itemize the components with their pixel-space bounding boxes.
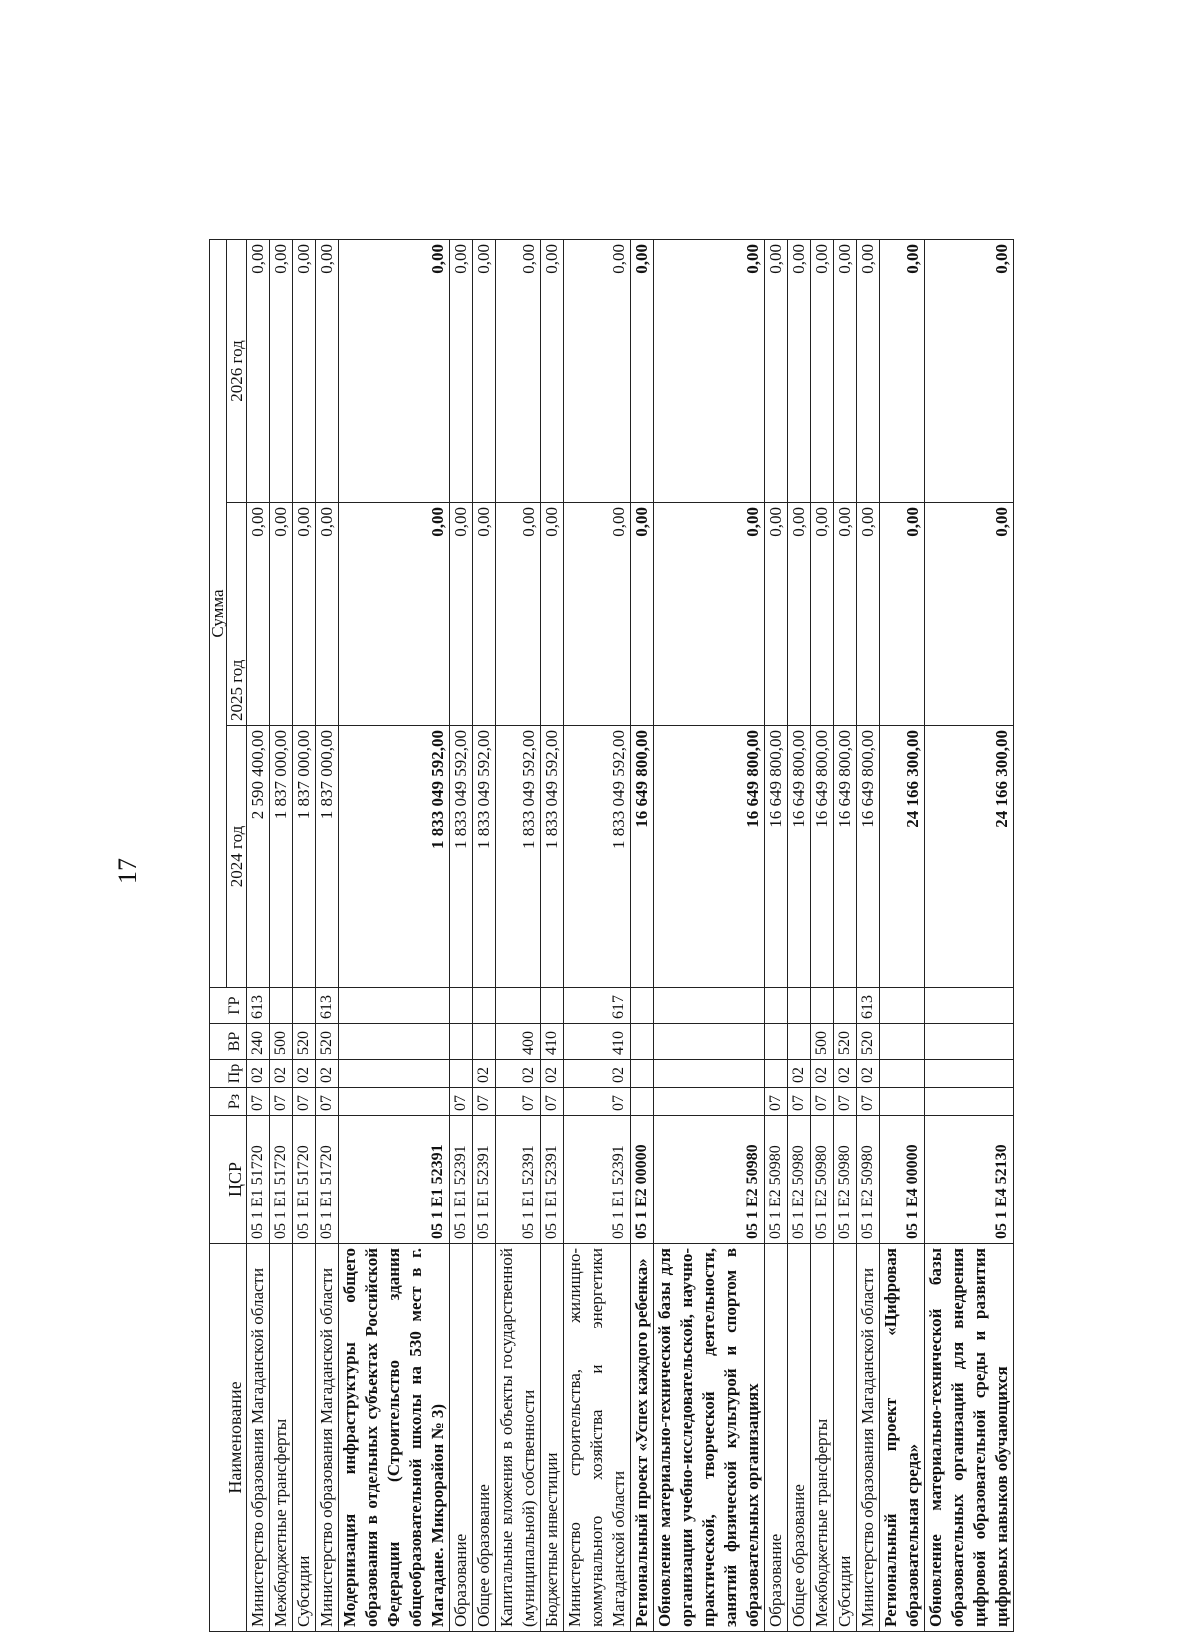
cell-rz: 07 [496, 1088, 541, 1116]
cell-rz: 07 [293, 1088, 316, 1116]
cell-vr [654, 1024, 765, 1060]
cell-y2025: 0,00 [496, 503, 541, 726]
cell-gr [339, 988, 450, 1024]
cell-pr: 02 [473, 1060, 496, 1088]
cell-name: Обновление материально-технической базы для организации учебно-исследовательской, научно-практической, творческой деятельности, занятий физической культурой и спортом в образовательных организациях [654, 1244, 765, 1632]
cell-vr [880, 1024, 925, 1060]
header-sum: Сумма [210, 240, 227, 988]
cell-y2026: 0,00 [834, 240, 857, 503]
table-row [834, 240, 857, 1632]
cell-pr [654, 1060, 765, 1088]
cell-pr: 02 [541, 1060, 564, 1088]
cell-vr: 520 [834, 1024, 857, 1060]
cell-y2026: 0,00 [631, 240, 654, 503]
cell-pr: 02 [247, 1060, 270, 1088]
cell-y2025: 0,00 [450, 503, 473, 726]
cell-vr: 400 [496, 1024, 541, 1060]
cell-y2025: 0,00 [541, 503, 564, 726]
cell-rz [654, 1088, 765, 1116]
table-row [293, 240, 316, 1632]
header-pr: Пр [210, 1060, 247, 1088]
table-row [811, 240, 834, 1632]
cell-pr: 02 [270, 1060, 293, 1088]
cell-gr [925, 988, 1014, 1024]
cell-y2024: 1 833 049 592,00 [339, 726, 450, 988]
cell-gr [270, 988, 293, 1024]
cell-name: Министерство строительства, жилищно-коммунального хозяйства и энергетики Магаданской области [564, 1244, 631, 1632]
table-body [247, 240, 1014, 1632]
cell-csr: 05 1 E1 51720 [316, 1116, 339, 1244]
cell-gr [788, 988, 811, 1024]
cell-gr: 613 [316, 988, 339, 1024]
cell-vr: 520 [293, 1024, 316, 1060]
cell-rz [880, 1088, 925, 1116]
cell-csr: 05 1 E1 52391 [496, 1116, 541, 1244]
cell-y2026: 0,00 [270, 240, 293, 503]
cell-name: Министерство образования Магаданской области [316, 1244, 339, 1632]
cell-csr: 05 1 E2 50980 [765, 1116, 788, 1244]
cell-y2024: 1 837 000,00 [270, 726, 293, 988]
header-gr: ГР [210, 988, 247, 1024]
cell-y2024: 1 833 049 592,00 [564, 726, 631, 988]
cell-name: Общее образование [473, 1244, 496, 1632]
cell-vr: 520 [857, 1024, 880, 1060]
rotated-table-container [209, 240, 1009, 1632]
cell-name: Общее образование [788, 1244, 811, 1632]
cell-csr: 05 1 E2 50980 [834, 1116, 857, 1244]
cell-name: Модернизация инфраструктуры общего образования в отдельных субъектах Российской Федерации (Строительство здания общеобразовательной школы на 530 мест в г. Магадане. Микрорайон № 3) [339, 1244, 450, 1632]
cell-gr [880, 988, 925, 1024]
table-row [564, 240, 631, 1632]
cell-name: Региональный проект «Успех каждого ребенка» [631, 1244, 654, 1632]
cell-rz: 07 [541, 1088, 564, 1116]
table-row [496, 240, 541, 1632]
cell-y2026: 0,00 [339, 240, 450, 503]
cell-y2024: 1 837 000,00 [293, 726, 316, 988]
cell-y2025: 0,00 [765, 503, 788, 726]
cell-vr: 410 [541, 1024, 564, 1060]
cell-name: Министерство образования Магаданской области [247, 1244, 270, 1632]
cell-gr [293, 988, 316, 1024]
cell-y2024: 24 166 300,00 [880, 726, 925, 988]
cell-csr: 05 1 E1 51720 [293, 1116, 316, 1244]
cell-name: Межбюджетные трансферты [811, 1244, 834, 1632]
cell-rz [925, 1088, 1014, 1116]
cell-y2024: 24 166 300,00 [925, 726, 1014, 988]
cell-vr: 500 [811, 1024, 834, 1060]
cell-y2025: 0,00 [339, 503, 450, 726]
cell-gr [450, 988, 473, 1024]
cell-name: Образование [765, 1244, 788, 1632]
cell-csr: 05 1 E1 52391 [541, 1116, 564, 1244]
header-2026: 2026 год [227, 240, 247, 503]
table-row [631, 240, 654, 1632]
cell-gr [541, 988, 564, 1024]
cell-pr [339, 1060, 450, 1088]
cell-y2025: 0,00 [654, 503, 765, 726]
cell-y2024: 1 833 049 592,00 [496, 726, 541, 988]
cell-name: Министерство образования Магаданской области [857, 1244, 880, 1632]
table-row [765, 240, 788, 1632]
cell-y2024: 16 649 800,00 [765, 726, 788, 988]
table-row [880, 240, 925, 1632]
cell-gr [654, 988, 765, 1024]
cell-csr: 05 1 E4 00000 [880, 1116, 925, 1244]
cell-pr: 02 [564, 1060, 631, 1088]
cell-csr: 05 1 E2 50980 [654, 1116, 765, 1244]
cell-vr [925, 1024, 1014, 1060]
header-2025: 2025 год [227, 503, 247, 726]
table-row [270, 240, 293, 1632]
cell-vr [631, 1024, 654, 1060]
cell-rz: 07 [450, 1088, 473, 1116]
cell-gr [765, 988, 788, 1024]
table-row [541, 240, 564, 1632]
cell-pr: 02 [834, 1060, 857, 1088]
cell-vr [339, 1024, 450, 1060]
cell-rz: 07 [564, 1088, 631, 1116]
cell-y2024: 16 649 800,00 [788, 726, 811, 988]
cell-y2025: 0,00 [316, 503, 339, 726]
table-row [925, 240, 1014, 1632]
cell-gr: 613 [857, 988, 880, 1024]
cell-y2024: 16 649 800,00 [654, 726, 765, 988]
cell-rz: 07 [765, 1088, 788, 1116]
cell-gr [473, 988, 496, 1024]
cell-gr [496, 988, 541, 1024]
cell-y2026: 0,00 [316, 240, 339, 503]
table-row [339, 240, 450, 1632]
cell-name: Региональный проект «Цифровая образовательная среда» [880, 1244, 925, 1632]
table-row [654, 240, 765, 1632]
cell-pr: 02 [316, 1060, 339, 1088]
header-csr: ЦСР [210, 1116, 247, 1244]
cell-pr [880, 1060, 925, 1088]
cell-name: Субсидии [834, 1244, 857, 1632]
cell-y2024: 16 649 800,00 [811, 726, 834, 988]
cell-y2026: 0,00 [880, 240, 925, 503]
cell-y2026: 0,00 [857, 240, 880, 503]
cell-y2025: 0,00 [925, 503, 1014, 726]
cell-y2024: 1 837 000,00 [316, 726, 339, 988]
cell-name: Межбюджетные трансферты [270, 1244, 293, 1632]
cell-y2024: 1 833 049 592,00 [450, 726, 473, 988]
cell-y2026: 0,00 [473, 240, 496, 503]
cell-name: Образование [450, 1244, 473, 1632]
cell-gr [811, 988, 834, 1024]
cell-gr: 617 [564, 988, 631, 1024]
cell-csr: 05 1 E2 00000 [631, 1116, 654, 1244]
cell-vr: 520 [316, 1024, 339, 1060]
cell-rz: 07 [316, 1088, 339, 1116]
header-rz: Рз [210, 1088, 247, 1116]
table-row [857, 240, 880, 1632]
cell-rz: 07 [811, 1088, 834, 1116]
cell-y2026: 0,00 [496, 240, 541, 503]
header-vr: ВР [210, 1024, 247, 1060]
cell-pr: 02 [293, 1060, 316, 1088]
budget-table [209, 239, 1014, 1632]
cell-y2025: 0,00 [788, 503, 811, 726]
cell-y2025: 0,00 [834, 503, 857, 726]
header-2024: 2024 год [227, 726, 247, 988]
page-number: 17 [113, 858, 142, 884]
table-row [247, 240, 270, 1632]
cell-y2025: 0,00 [247, 503, 270, 726]
cell-rz: 07 [834, 1088, 857, 1116]
table-row [450, 240, 473, 1632]
cell-pr [631, 1060, 654, 1088]
table-row [788, 240, 811, 1632]
cell-vr [450, 1024, 473, 1060]
cell-y2024: 1 833 049 592,00 [541, 726, 564, 988]
cell-pr: 02 [857, 1060, 880, 1088]
cell-pr: 02 [788, 1060, 811, 1088]
header-name: Наименование [210, 1244, 247, 1632]
cell-csr: 05 1 E2 50980 [857, 1116, 880, 1244]
table-row [473, 240, 496, 1632]
cell-y2026: 0,00 [811, 240, 834, 503]
cell-y2025: 0,00 [564, 503, 631, 726]
cell-y2025: 0,00 [270, 503, 293, 726]
cell-y2026: 0,00 [541, 240, 564, 503]
cell-y2025: 0,00 [631, 503, 654, 726]
cell-rz [631, 1088, 654, 1116]
cell-pr [765, 1060, 788, 1088]
cell-y2025: 0,00 [857, 503, 880, 726]
cell-rz: 07 [473, 1088, 496, 1116]
cell-y2026: 0,00 [788, 240, 811, 503]
cell-vr [788, 1024, 811, 1060]
cell-y2026: 0,00 [654, 240, 765, 503]
cell-vr: 500 [270, 1024, 293, 1060]
cell-rz: 07 [857, 1088, 880, 1116]
cell-y2026: 0,00 [925, 240, 1014, 503]
cell-csr: 05 1 E1 52391 [450, 1116, 473, 1244]
cell-csr: 05 1 E2 50980 [788, 1116, 811, 1244]
cell-rz: 07 [788, 1088, 811, 1116]
cell-csr: 05 1 E2 50980 [811, 1116, 834, 1244]
cell-y2025: 0,00 [293, 503, 316, 726]
cell-name: Обновление материально-технической базы образовательных организаций для внедрения цифровой образовательной среды и развития цифровых навыков обучающихся [925, 1244, 1014, 1632]
cell-y2025: 0,00 [473, 503, 496, 726]
cell-gr: 613 [247, 988, 270, 1024]
cell-y2026: 0,00 [293, 240, 316, 503]
cell-y2024: 16 649 800,00 [631, 726, 654, 988]
cell-y2025: 0,00 [880, 503, 925, 726]
cell-y2026: 0,00 [247, 240, 270, 503]
cell-rz [339, 1088, 450, 1116]
cell-y2026: 0,00 [564, 240, 631, 503]
cell-csr: 05 1 E4 52130 [925, 1116, 1014, 1244]
cell-csr: 05 1 E1 52391 [473, 1116, 496, 1244]
cell-name: Бюджетные инвестиции [541, 1244, 564, 1632]
table-row [316, 240, 339, 1632]
cell-vr [473, 1024, 496, 1060]
cell-y2024: 2 590 400,00 [247, 726, 270, 988]
cell-y2024: 1 833 049 592,00 [473, 726, 496, 988]
cell-y2024: 16 649 800,00 [857, 726, 880, 988]
cell-y2025: 0,00 [811, 503, 834, 726]
cell-gr [631, 988, 654, 1024]
cell-pr: 02 [811, 1060, 834, 1088]
cell-vr: 410 [564, 1024, 631, 1060]
cell-vr: 240 [247, 1024, 270, 1060]
cell-csr: 05 1 E1 51720 [270, 1116, 293, 1244]
cell-name: Субсидии [293, 1244, 316, 1632]
cell-rz: 07 [270, 1088, 293, 1116]
cell-csr: 05 1 E1 52391 [564, 1116, 631, 1244]
cell-pr: 02 [496, 1060, 541, 1088]
cell-gr [834, 988, 857, 1024]
cell-vr [765, 1024, 788, 1060]
cell-y2026: 0,00 [450, 240, 473, 503]
cell-pr [925, 1060, 1014, 1088]
cell-y2026: 0,00 [765, 240, 788, 503]
cell-pr [450, 1060, 473, 1088]
cell-name: Капитальные вложения в объекты государственной (муниципальной) собственности [496, 1244, 541, 1632]
cell-csr: 05 1 E1 51720 [247, 1116, 270, 1244]
cell-csr: 05 1 E1 52391 [339, 1116, 450, 1244]
cell-y2024: 16 649 800,00 [834, 726, 857, 988]
cell-rz: 07 [247, 1088, 270, 1116]
